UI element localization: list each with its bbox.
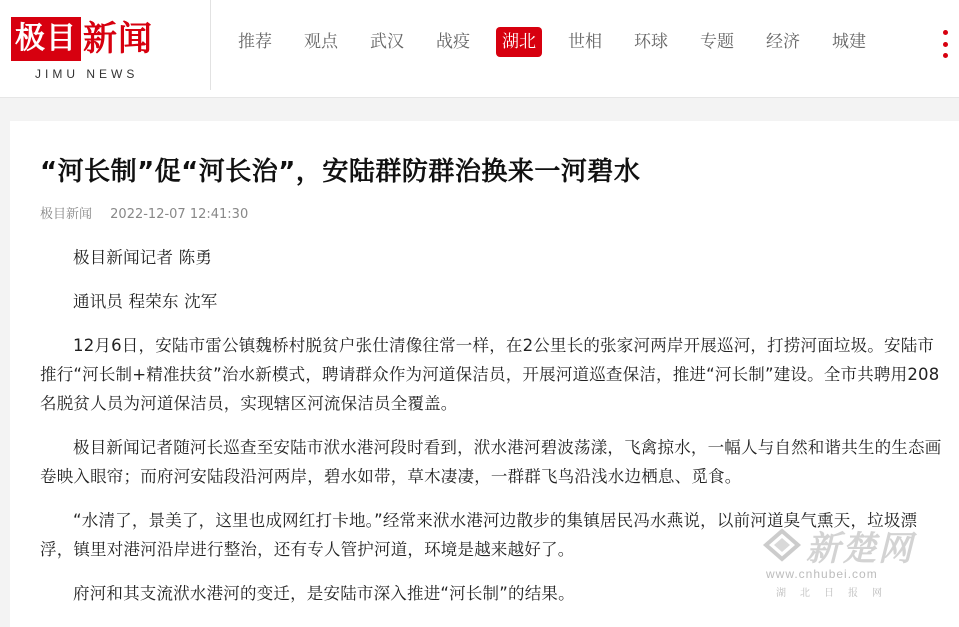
channel-nav xyxy=(232,27,892,61)
watermark-logo-icon xyxy=(762,525,802,565)
watermark-url: www.cnhubei.com xyxy=(766,567,878,581)
watermark-subtitle: 湖北日报网 xyxy=(776,588,896,599)
logo-wordmark xyxy=(11,17,153,61)
nav-item-wuhan[interactable]: 武汉 xyxy=(370,32,404,52)
logo-text: 新闻 xyxy=(83,19,153,59)
nav-item-world[interactable]: 环球 xyxy=(634,32,668,52)
article-paragraph: “水清了，景美了，这里也成网红打卡地。”经常来洑水港河边散步的集镇居民冯水燕说，以前河道臭气熏天，垃圾漂浮，镇里对港河沿岸进行整治，还有专人管护河道，环境是越来越好了。 xyxy=(40,511,918,559)
article-paragraph: 极目新闻记者随河长巡查至安陆市洑水港河段时看到，洑水港河碧波荡漾，飞禽掠水，一幅人与自然和谐共生的生态画卷映入眼帘；而府河安陆段沿河两岸，碧水如带，草木凄凄，一群群飞鸟沿浅水边栖息、觅食。 xyxy=(40,438,942,486)
byline-reporter: 极目新闻记者 陈勇 xyxy=(73,248,213,267)
article-meta xyxy=(40,203,248,222)
article-time: 2022-12-07 12:41:30 xyxy=(110,207,249,222)
cnhubei-watermark xyxy=(762,521,952,601)
watermark-text: 新楚网 xyxy=(806,529,914,569)
more-menu-icon[interactable] xyxy=(938,30,952,58)
nav-item-hubei[interactable]: 湖北 xyxy=(496,27,542,57)
logo-english: JIMU NEWS xyxy=(35,67,139,81)
logo-red-box: 极目 xyxy=(11,17,81,61)
nav-item-opinion[interactable]: 观点 xyxy=(304,32,338,52)
byline-correspondent: 通讯员 程荣东 沈军 xyxy=(73,292,218,311)
jimu-news-logo[interactable] xyxy=(11,15,196,85)
article-source[interactable]: 极目新闻 xyxy=(40,207,93,222)
nav-item-economy[interactable]: 经济 xyxy=(766,32,800,52)
article-paragraph: 12月6日，安陆市雷公镇魏桥村脱贫户张仕清像往常一样，在2公里长的张家河两岸开展巡河，打捞河面垃圾。安陆市推行“河长制+精准扶贫”治水新模式，聘请群众作为河道保洁员，开展河道巡查保洁，推进“河长制”建设。全市共聘用208名脱贫人员为河道保洁员，实现辖区河流保洁员全覆盖。 xyxy=(40,336,940,413)
site-header xyxy=(0,0,959,98)
nav-item-society[interactable]: 世相 xyxy=(568,32,602,52)
nav-item-urban[interactable]: 城建 xyxy=(832,32,866,52)
nav-item-topics[interactable]: 专题 xyxy=(700,32,734,52)
article-paragraph: 府河和其支流洑水港河的变迁，是安陆市深入推进“河长制”的结果。 xyxy=(73,584,575,603)
header-divider xyxy=(210,0,211,90)
nav-item-epidemic[interactable]: 战疫 xyxy=(436,32,470,52)
article-title: “河长制”促“河长治”，安陆群防群治换来一河碧水 xyxy=(40,157,641,187)
nav-item-recommend[interactable]: 推荐 xyxy=(238,32,272,52)
